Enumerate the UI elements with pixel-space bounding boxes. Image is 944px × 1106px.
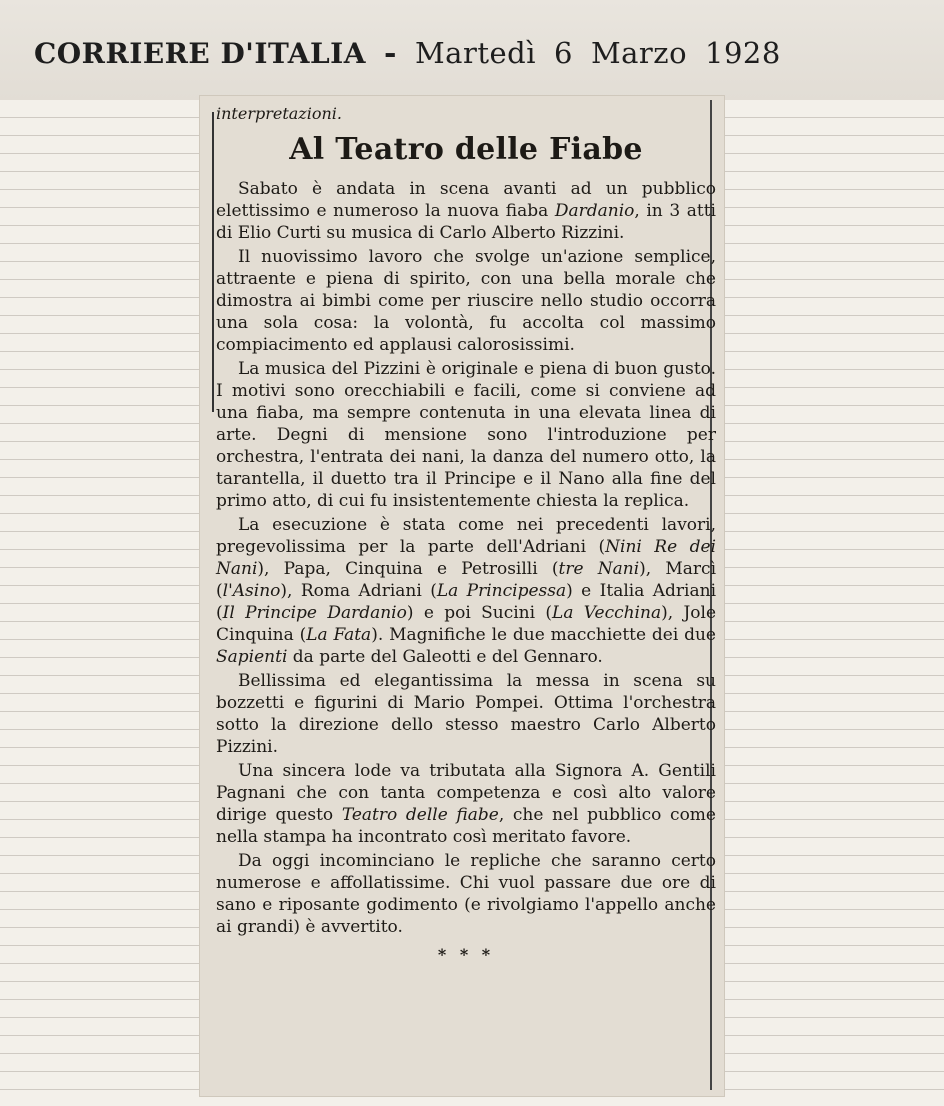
date-year: 1928 — [705, 36, 781, 70]
text-run: ), Jole Cinquina ( — [216, 603, 717, 645]
article-paragraph — [216, 514, 716, 668]
date-month: Marzo — [590, 36, 688, 70]
italic-text: Sapienti — [216, 647, 288, 667]
italic-text: Il Principe Dardanio — [222, 603, 407, 623]
text-run: ). Magnifiche le due macchiette dei due — [371, 625, 716, 645]
text-run: Da oggi incominciano le repliche che saranno certo numerose e affollatissime. Chi vuol passare due ore di sano e riposante godimento (e rivolgiamo l'appello anche ai grandi) è avvertito. — [216, 851, 716, 937]
article-end-mark: * * * — [437, 945, 495, 964]
masthead-separator: - — [384, 36, 397, 71]
article-title: Al Teatro delle Fiabe — [289, 132, 643, 167]
text-run: Bellissima ed elegantissima la messa in scena su bozzetti e figurini di Mario Pompei. Ottima l'orchestra sotto la direzione dello stesso maestro Carlo Alberto Pizzini. — [216, 671, 716, 757]
text-run: ), Roma Adriani ( — [280, 581, 437, 601]
newspaper-name: CORRIERE D'ITALIA — [34, 37, 367, 70]
text-run: Sabato è andata in scena avanti ad un pubblico elettissimo e numeroso la nuova fiaba — [216, 179, 716, 221]
italic-text: l'Asino — [222, 581, 281, 601]
text-run: ), Marcì ( — [216, 559, 717, 601]
article-paragraph — [216, 246, 716, 356]
article-paragraph — [216, 760, 716, 848]
article-paragraph — [216, 358, 716, 512]
article-paragraph — [216, 850, 716, 938]
text-run: ) e poi Sucini ( — [406, 603, 553, 623]
column-rule-left — [212, 112, 214, 412]
italic-text: La Fata — [306, 625, 372, 645]
text-run: Il nuovissimo lavoro che svolge un'azione semplice, attraente e piena di spirito, con una bella morale che dimostra ai bimbi come per riuscire nello studio occorra una sola cosa: la volontà, fu accolta col massimo compiacimento ed applausi calorosissimi. — [216, 247, 716, 355]
date-day: Martedì — [414, 36, 536, 70]
italic-text: Nini Re dei Nani — [216, 537, 716, 579]
text-run: da parte del Galeotti e del Gennaro. — [287, 647, 603, 667]
italic-text: Dardanio — [554, 201, 635, 221]
article-paragraph — [216, 178, 716, 244]
newspaper-masthead — [0, 0, 944, 100]
italic-text: La Principessa — [436, 581, 567, 601]
text-run: Una sincera lode va tributata alla Signora A. Gentili Pagnani che con tanta competenza e così alto valore dirige questo — [216, 761, 716, 825]
text-run: ), Papa, Cinquina e Petrosilli ( — [257, 559, 559, 579]
article-kicker: interpretazioni. — [216, 104, 342, 123]
italic-text: La Vecchina — [552, 603, 662, 623]
italic-text: tre Nani — [558, 559, 640, 579]
article-paragraph — [216, 670, 716, 758]
text-run: La musica del Pizzini è originale e piena di buon gusto. I motivi sono orecchiabili e facili, come si conviene ad una fiaba, ma sempre contenuta in una elevata linea di arte. Degni di mensione sono l'introduzione per orchestra, l'entrata dei nani, la danza del numero otto, la tarantella, il duetto tra il Principe e il Nano alla fine del primo atto, di cui fu insistentemente chiesta la replica. — [216, 359, 716, 511]
text-run: ) e Italia Adriani ( — [216, 581, 717, 623]
masthead-line — [34, 36, 944, 71]
article-body — [216, 178, 716, 938]
text-run: La esecuzione è stata come nei precedenti lavori, pregevolissima per la parte dell'Adriani ( — [216, 515, 716, 557]
text-run: , che nel pubblico come nella stampa ha incontrato così meritato favore. — [216, 805, 716, 847]
italic-text: Teatro delle fiabe — [341, 805, 499, 825]
date-day-number: 6 — [553, 36, 573, 70]
text-run: , in 3 atti di Elio Curti su musica di Carlo Alberto Rizzini. — [216, 201, 716, 243]
article — [216, 104, 716, 966]
